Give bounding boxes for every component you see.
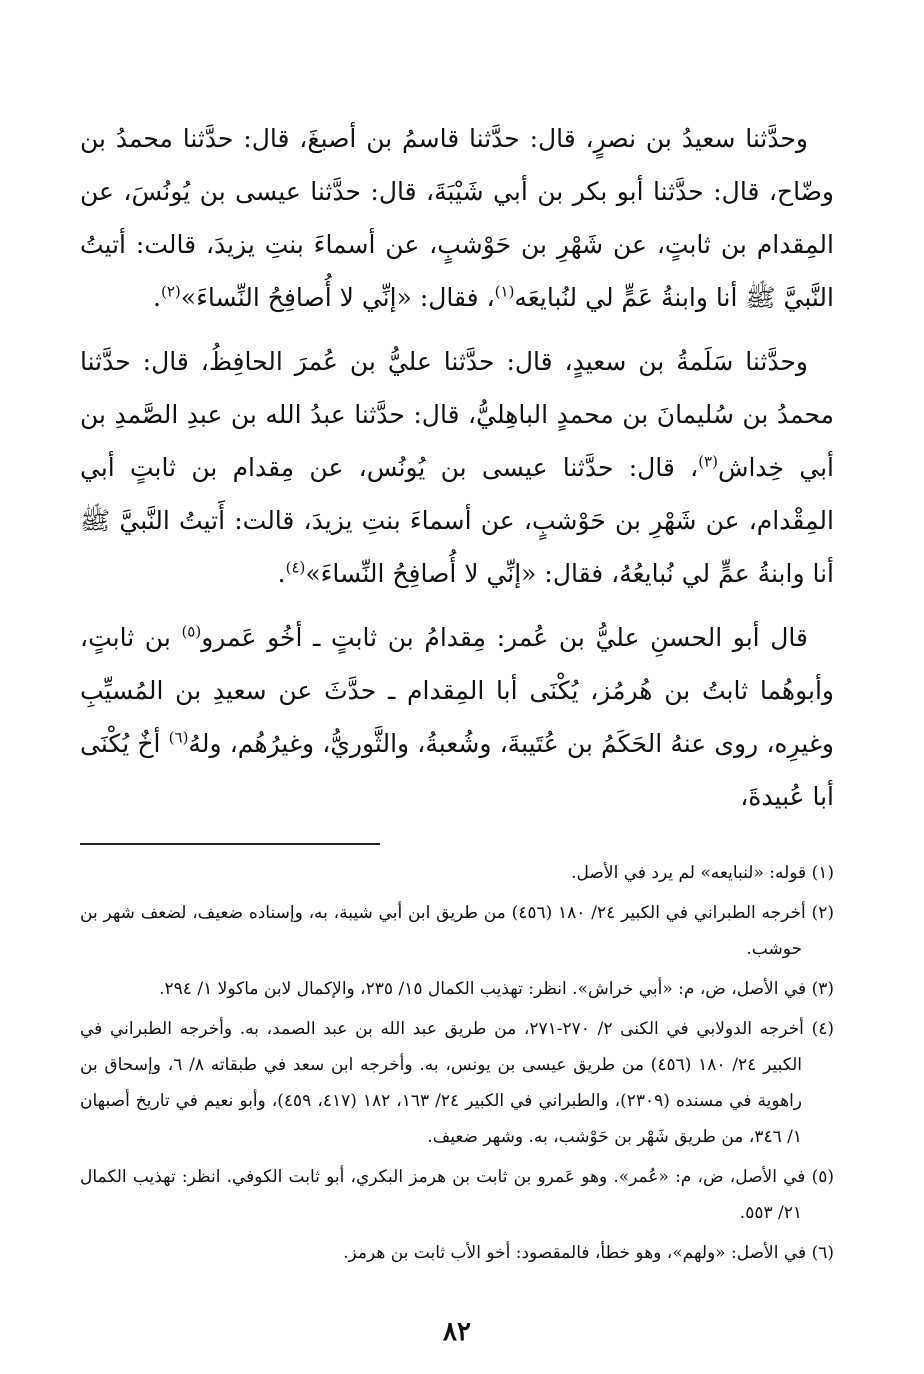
footnote-2: (٢) أخرجه الطبراني في الكبير ٢٤/ ١٨٠ (٤٥٦) من طريق ابن أبي شيبة، به، وإسناده ضعيف، لضعف شهر بن حوشب. [80, 903, 834, 959]
footnote-1: (١) قوله: «لنبايعه» لم يرد في الأصل. [571, 863, 834, 883]
footnote-marker: (٥) [181, 622, 202, 641]
footnotes [80, 855, 834, 1271]
footnote-marker: (١) [494, 282, 515, 301]
paragraph-text: قال أبو الحسنِ عليُّ بن عُمر: مِقدامُ بن ثابتٍ ـ أخُو عَمرو [201, 623, 808, 652]
footnote-divider [80, 843, 380, 845]
footnote-5: (٥) في الأصل، ض، م: «عُمر». وهو عَمرو بن ثابت بن هرمز البكري، أبو ثابت الكوفي. انظر: تهذيب الكمال ٢١/ ٥٥٣. [80, 1167, 834, 1223]
footnote-marker: (٤) [285, 558, 306, 577]
paragraph-text: وحدَّثنا سعيدُ بن نصرٍ، قال: حدَّثنا قاسمُ بن أصبغَ، قال: حدَّثنا محمدُ بن وضّاح، قال: حدَّثنا أبو بكر بن أبي شَيْبَةَ، قال: حدَّثنا عيسى بن يُونُسَ، عن المِقدام بن ثابتٍ، عن شَهْرِ بن حَوْشبٍ، عن أسماءَ بنتِ يزيدَ، قالت: أتيتُ النَّبيَّ ﷺ أنا وابنةُ عَمٍّ لي لنُبايعَه [80, 124, 834, 312]
paragraph-text: . [277, 559, 286, 588]
paragraph-text: وحدَّثنا سَلَمةُ بن سعيدٍ، قال: حدَّثنا عليُّ بن عُمرَ الحافِظُ، قال: حدَّثنا محمدُ بن سُليمانَ بن محمدٍ الباهِليُّ، قال: حدَّثنا عبدُ الله بن عبدِ الصَّمدِ بن أبي خِداش [80, 347, 835, 482]
footnote-3: (٣) في الأصل، ض، م: «أبي خراش». انظر: تهذيب الكمال ١٥/ ٢٣٥، والإكمال لابن ماكولا ١/ ٢٩٤. [159, 979, 834, 999]
paragraph-1 [80, 112, 834, 324]
paragraph-text: ، قال: حدَّثنا عيسى بن يُونُس، عن مِقدام بن ثابتٍ أبي المِقْدام، عن شَهْرِ بن حَوْشبٍ، عن أسماءَ بنتِ يزيدَ، قالت: أَتيتُ النَّبيَّ ﷺ أنا وابنةُ عمٍّ لي نُبايعُهُ، فقال: «إنِّي لا أُصافِحُ النِّساءَ» [80, 453, 834, 588]
paragraph-text: . [153, 283, 161, 312]
footnote-marker: (٣) [698, 452, 718, 471]
book-page [80, 112, 834, 1374]
paragraph-2 [80, 335, 834, 600]
footnote-6: (٦) في الأصل: «ولهم»، وهو خطأ، فالمقصود: أخو الأب ثابت بن هرمز. [343, 1243, 834, 1263]
paragraph-text: ، فقال: «إنِّي لا أُصافِحُ النِّساءَ» [180, 283, 495, 312]
paragraph-text: أخٌ يُكْنَى أبا عُبيدةَ، [80, 729, 834, 811]
footnote-4: (٤) أخرجه الدولابي في الكنى ٢/ ٢٧٠-٢٧١، من طريق عبد الله بن عبد الصمد، به. وأخرجه الطبراني في الكبير ٢٤/ ١٨٠ (٤٥٦) من طريق عيسى بن يونس، به. وأخرجه ابن سعد في طبقاته ٨/ ٦، وإسحاق بن راهوية في مسنده (٢٣٠٩)، والطبراني في الكبير ٢٤/ ١٦٣، ١٨٢ (٤١٧، ٤٥٩)، وأبو نعيم في تاريخ أصبهان ١/ ٣٤٦، من طريق شَهْر بن حَوْشب، به. وشهر ضعيف. [80, 1019, 834, 1147]
main-text [80, 112, 834, 823]
footnote-marker: (٦) [168, 728, 189, 747]
page-number: ٨٢ [443, 1317, 471, 1347]
footnote-marker: (٢) [161, 282, 181, 301]
paragraph-text: بن ثابتٍ، وأبوهُما ثابتُ بن هُرمُز، يُكْنَى أبا المِقدام ـ حدَّثَ عن سعيدِ بن المُسيِّبِ وغيرِه، روى عنهُ الحَكَمُ بن عُتَيبةَ، وشُعبةُ، والثَّوريُّ، وغيرُهُم، ولهُ [80, 623, 834, 758]
paragraph-3 [80, 611, 834, 823]
